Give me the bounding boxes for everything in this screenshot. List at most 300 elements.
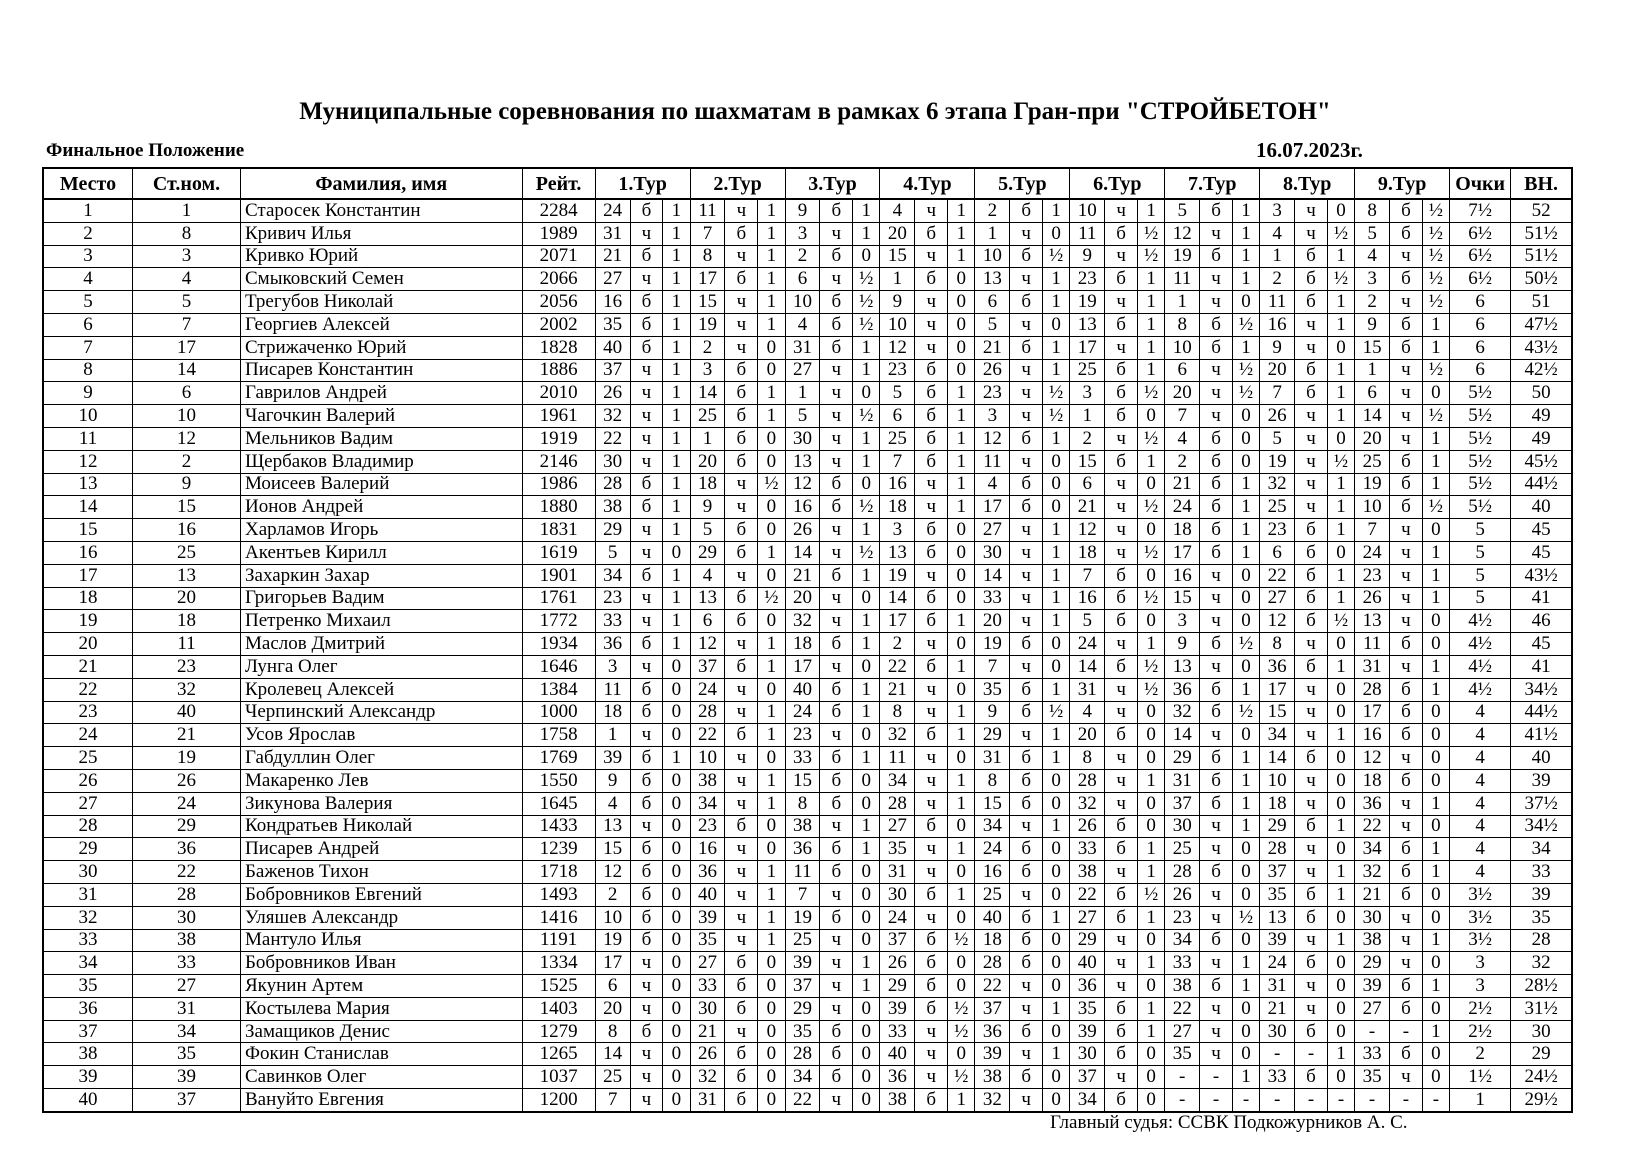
header-points: Очки — [1450, 168, 1511, 199]
result-cell: 1 — [663, 199, 690, 222]
result-cell: 0 — [1327, 997, 1354, 1020]
color-cell: ч — [1010, 564, 1043, 587]
tiebreak-cell: 45 — [1511, 519, 1572, 542]
player-name-cell: Харламов Игорь — [241, 519, 523, 542]
opponent-cell: 29 — [880, 975, 915, 998]
result-cell: ½ — [1043, 382, 1070, 405]
color-cell: ч — [1105, 199, 1138, 222]
chief-judge: Главный судья: ССВК Подкожурников А. С. — [1050, 1112, 1408, 1133]
opponent-cell: 1 — [975, 222, 1010, 245]
tiebreak-cell: 32 — [1511, 952, 1572, 975]
opponent-cell: 1 — [1355, 359, 1390, 382]
color-cell: ч — [820, 587, 853, 610]
opponent-cell: 29 — [1260, 815, 1295, 838]
header-round-9: 9.Тур — [1355, 168, 1450, 199]
start-number-cell: 11 — [132, 633, 240, 656]
result-cell: 0 — [948, 1043, 975, 1066]
table-row — [43, 633, 1572, 656]
color-cell: - — [1295, 1089, 1328, 1112]
color-cell: б — [630, 633, 663, 656]
result-cell: 0 — [1422, 701, 1449, 724]
points-cell: 4½ — [1450, 610, 1511, 633]
result-cell: 0 — [1327, 975, 1354, 998]
start-number-cell: 2 — [132, 450, 240, 473]
rating-cell: 2010 — [522, 382, 595, 405]
color-cell: ч — [915, 838, 948, 861]
opponent-cell: 18 — [1070, 541, 1105, 564]
color-cell: б — [1010, 336, 1043, 359]
color-cell: б — [915, 724, 948, 747]
color-cell: ч — [1200, 610, 1233, 633]
opponent-cell: 39 — [785, 952, 820, 975]
result-cell: 0 — [1422, 997, 1449, 1020]
opponent-cell: 36 — [1260, 655, 1295, 678]
result-cell: 0 — [1327, 541, 1354, 564]
color-cell: ч — [1105, 541, 1138, 564]
result-cell: 0 — [853, 792, 880, 815]
opponent-cell: 33 — [785, 747, 820, 770]
result-cell: ½ — [1327, 610, 1354, 633]
player-name-cell: Бобровников Иван — [241, 952, 523, 975]
result-cell: 0 — [758, 496, 785, 519]
result-cell: 0 — [1043, 861, 1070, 884]
opponent-cell: 6 — [880, 405, 915, 428]
result-cell: 0 — [758, 678, 785, 701]
result-cell: 1 — [1232, 268, 1259, 291]
opponent-cell: 17 — [785, 655, 820, 678]
opponent-cell: 30 — [1355, 906, 1390, 929]
rating-cell: 1934 — [522, 633, 595, 656]
result-cell: 0 — [948, 268, 975, 291]
place-cell: 28 — [43, 815, 132, 838]
color-cell: б — [1200, 792, 1233, 815]
result-cell: 1 — [663, 336, 690, 359]
color-cell: ч — [725, 769, 758, 792]
standings-body — [43, 199, 1572, 1112]
header-rating: Рейт. — [522, 168, 595, 199]
result-cell: 0 — [853, 906, 880, 929]
color-cell: б — [630, 838, 663, 861]
player-name-cell: Моисеев Валерий — [241, 473, 523, 496]
result-cell: 1 — [758, 792, 785, 815]
color-cell: б — [725, 1043, 758, 1066]
opponent-cell: 4 — [1260, 222, 1295, 245]
player-name-cell: Мантуло Илья — [241, 929, 523, 952]
player-name-cell: Кривко Юрий — [241, 245, 523, 268]
opponent-cell: 33 — [1260, 1066, 1295, 1089]
color-cell: ч — [1295, 792, 1328, 815]
color-cell: б — [1200, 929, 1233, 952]
result-cell: 1 — [853, 678, 880, 701]
opponent-cell: 36 — [1070, 975, 1105, 998]
opponent-cell: 40 — [880, 1043, 915, 1066]
color-cell: ч — [1295, 427, 1328, 450]
opponent-cell: 21 — [785, 564, 820, 587]
tiebreak-cell: 45 — [1511, 633, 1572, 656]
color-cell: ч — [1390, 952, 1423, 975]
start-number-cell: 34 — [132, 1020, 240, 1043]
opponent-cell: 27 — [785, 359, 820, 382]
result-cell: 1 — [1422, 861, 1449, 884]
opponent-cell: 16 — [785, 496, 820, 519]
color-cell: б — [1390, 975, 1423, 998]
player-name-cell: Писарев Константин — [241, 359, 523, 382]
result-cell: 1 — [1137, 336, 1164, 359]
color-cell: б — [630, 473, 663, 496]
result-cell: 0 — [1043, 929, 1070, 952]
result-cell: 1 — [663, 313, 690, 336]
opponent-cell: 34 — [1165, 929, 1200, 952]
color-cell: б — [1105, 587, 1138, 610]
opponent-cell: 20 — [595, 997, 630, 1020]
result-cell: 1 — [663, 382, 690, 405]
result-cell: 0 — [1327, 633, 1354, 656]
place-cell: 11 — [43, 427, 132, 450]
result-cell: 1 — [663, 633, 690, 656]
opponent-cell: 25 — [595, 1066, 630, 1089]
opponent-cell: 19 — [785, 906, 820, 929]
header-name: Фамилия, имя — [241, 168, 523, 199]
points-cell: 4 — [1450, 838, 1511, 861]
player-name-cell: Кривич Илья — [241, 222, 523, 245]
opponent-cell: 13 — [690, 587, 725, 610]
rating-cell: 1334 — [522, 952, 595, 975]
player-name-cell: Габдуллин Олег — [241, 747, 523, 770]
result-cell: ½ — [1422, 496, 1449, 519]
color-cell: б — [1010, 1066, 1043, 1089]
result-cell: 0 — [1137, 473, 1164, 496]
color-cell: б — [820, 861, 853, 884]
result-cell: 1 — [1232, 952, 1259, 975]
opponent-cell: 39 — [595, 747, 630, 770]
opponent-cell: 18 — [975, 929, 1010, 952]
opponent-cell: 19 — [690, 313, 725, 336]
opponent-cell: 8 — [1165, 313, 1200, 336]
result-cell: 0 — [1043, 1089, 1070, 1112]
opponent-cell: 25 — [1260, 496, 1295, 519]
result-cell: ½ — [853, 268, 880, 291]
result-cell: 0 — [948, 313, 975, 336]
result-cell: 1 — [758, 769, 785, 792]
color-cell: ч — [1200, 291, 1233, 314]
opponent-cell: 1 — [1165, 291, 1200, 314]
color-cell: - — [1295, 1043, 1328, 1066]
opponent-cell: 7 — [880, 450, 915, 473]
color-cell: б — [820, 1043, 853, 1066]
opponent-cell: 19 — [595, 929, 630, 952]
points-cell: 6 — [1450, 313, 1511, 336]
color-cell: ч — [1295, 405, 1328, 428]
start-number-cell: 13 — [132, 564, 240, 587]
opponent-cell: 16 — [1070, 587, 1105, 610]
color-cell: ч — [1010, 883, 1043, 906]
color-cell: б — [1295, 883, 1328, 906]
color-cell: ч — [1390, 1066, 1423, 1089]
start-number-cell: 24 — [132, 792, 240, 815]
opponent-cell: 19 — [1165, 245, 1200, 268]
color-cell: ч — [1390, 291, 1423, 314]
result-cell: 0 — [663, 1066, 690, 1089]
result-cell: 0 — [1232, 1043, 1259, 1066]
color-cell: б — [915, 519, 948, 542]
result-cell: 1 — [758, 268, 785, 291]
player-name-cell: Старосек Константин — [241, 199, 523, 222]
opponent-cell: 14 — [1070, 655, 1105, 678]
points-cell: 3½ — [1450, 929, 1511, 952]
result-cell: 1 — [1043, 678, 1070, 701]
color-cell: б — [915, 359, 948, 382]
opponent-cell: 36 — [1165, 678, 1200, 701]
rating-cell: 1769 — [522, 747, 595, 770]
tiebreak-cell: 41 — [1511, 655, 1572, 678]
opponent-cell: 18 — [690, 473, 725, 496]
opponent-cell: 8 — [1355, 199, 1390, 222]
result-cell: 0 — [1137, 1043, 1164, 1066]
color-cell: б — [1295, 564, 1328, 587]
player-name-cell: Лунга Олег — [241, 655, 523, 678]
opponent-cell: 25 — [975, 883, 1010, 906]
result-cell: 0 — [663, 678, 690, 701]
start-number-cell: 32 — [132, 678, 240, 701]
opponent-cell: 37 — [975, 997, 1010, 1020]
result-cell: 1 — [1043, 747, 1070, 770]
color-cell: б — [1390, 268, 1423, 291]
color-cell: ч — [725, 701, 758, 724]
start-number-cell: 6 — [132, 382, 240, 405]
result-cell: 1 — [1043, 906, 1070, 929]
color-cell: б — [915, 541, 948, 564]
result-cell: 0 — [1422, 747, 1449, 770]
opponent-cell: 30 — [690, 997, 725, 1020]
opponent-cell: 17 — [690, 268, 725, 291]
tiebreak-cell: 52 — [1511, 199, 1572, 222]
start-number-cell: 17 — [132, 336, 240, 359]
color-cell: ч — [1105, 792, 1138, 815]
result-cell: 0 — [1137, 405, 1164, 428]
color-cell: б — [725, 610, 758, 633]
table-row — [43, 1043, 1572, 1066]
result-cell: 1 — [853, 564, 880, 587]
opponent-cell: 13 — [785, 450, 820, 473]
opponent-cell: 38 — [1070, 861, 1105, 884]
header-tiebreak: ВН. — [1511, 168, 1572, 199]
place-cell: 15 — [43, 519, 132, 542]
result-cell: ½ — [853, 313, 880, 336]
result-cell: 0 — [948, 633, 975, 656]
opponent-cell: 36 — [880, 1066, 915, 1089]
opponent-cell: 13 — [1260, 906, 1295, 929]
opponent-cell: 17 — [1070, 336, 1105, 359]
place-cell: 16 — [43, 541, 132, 564]
color-cell: б — [630, 701, 663, 724]
result-cell: 1 — [853, 633, 880, 656]
opponent-cell: 38 — [1165, 975, 1200, 998]
opponent-cell: 12 — [785, 473, 820, 496]
opponent-cell: 23 — [595, 587, 630, 610]
color-cell: ч — [1200, 724, 1233, 747]
table-row — [43, 336, 1572, 359]
opponent-cell: 1 — [690, 427, 725, 450]
tiebreak-cell: 43½ — [1511, 564, 1572, 587]
color-cell: б — [1010, 906, 1043, 929]
color-cell: ч — [1390, 929, 1423, 952]
opponent-cell: 38 — [1355, 929, 1390, 952]
opponent-cell: 15 — [785, 769, 820, 792]
table-row — [43, 427, 1572, 450]
points-cell: 4 — [1450, 701, 1511, 724]
result-cell: 1 — [1137, 997, 1164, 1020]
opponent-cell: 8 — [690, 245, 725, 268]
start-number-cell: 37 — [132, 1089, 240, 1112]
color-cell: ч — [1200, 655, 1233, 678]
opponent-cell: 31 — [785, 336, 820, 359]
color-cell: ч — [1200, 952, 1233, 975]
result-cell: 1 — [948, 792, 975, 815]
header-round-4: 4.Тур — [880, 168, 975, 199]
result-cell: 1 — [1327, 587, 1354, 610]
opponent-cell: 12 — [595, 861, 630, 884]
result-cell: 1 — [853, 427, 880, 450]
table-row — [43, 245, 1572, 268]
color-cell: - — [1200, 1066, 1233, 1089]
opponent-cell: 1 — [595, 724, 630, 747]
color-cell: ч — [725, 336, 758, 359]
color-cell: ч — [915, 496, 948, 519]
color-cell: б — [1295, 519, 1328, 542]
rating-cell: 2002 — [522, 313, 595, 336]
result-cell: 0 — [1327, 1066, 1354, 1089]
result-cell: 0 — [948, 291, 975, 314]
result-cell: 1 — [758, 313, 785, 336]
color-cell: ч — [630, 427, 663, 450]
opponent-cell: 23 — [975, 382, 1010, 405]
opponent-cell: 12 — [690, 633, 725, 656]
opponent-cell: - — [1355, 1020, 1390, 1043]
opponent-cell: 40 — [1070, 952, 1105, 975]
color-cell: б — [1010, 473, 1043, 496]
result-cell: 0 — [1422, 952, 1449, 975]
opponent-cell: 1 — [785, 382, 820, 405]
opponent-cell: 19 — [975, 633, 1010, 656]
opponent-cell: 22 — [1355, 815, 1390, 838]
color-cell: б — [1390, 450, 1423, 473]
color-cell: б — [630, 906, 663, 929]
opponent-cell: 34 — [975, 815, 1010, 838]
color-cell: б — [1010, 701, 1043, 724]
result-cell: 1 — [948, 769, 975, 792]
tiebreak-cell: 51½ — [1511, 222, 1572, 245]
color-cell: ч — [725, 473, 758, 496]
opponent-cell: - — [1260, 1089, 1295, 1112]
start-number-cell: 18 — [132, 610, 240, 633]
opponent-cell: 36 — [1355, 792, 1390, 815]
color-cell: б — [820, 564, 853, 587]
place-cell: 34 — [43, 952, 132, 975]
color-cell: ч — [1200, 587, 1233, 610]
color-cell: ч — [1010, 1089, 1043, 1112]
result-cell: 1 — [948, 496, 975, 519]
result-cell: 0 — [1232, 883, 1259, 906]
result-cell: 0 — [663, 655, 690, 678]
result-cell: 0 — [1232, 587, 1259, 610]
result-cell: 0 — [1232, 427, 1259, 450]
header-round-7: 7.Тур — [1165, 168, 1260, 199]
tiebreak-cell: 51½ — [1511, 245, 1572, 268]
result-cell: 0 — [663, 975, 690, 998]
color-cell: б — [1200, 975, 1233, 998]
color-cell: б — [1200, 769, 1233, 792]
opponent-cell: 15 — [595, 838, 630, 861]
result-cell: 0 — [1137, 975, 1164, 998]
result-cell: 1 — [948, 655, 975, 678]
color-cell: ч — [1010, 268, 1043, 291]
color-cell: ч — [1390, 427, 1423, 450]
tiebreak-cell: 34 — [1511, 838, 1572, 861]
result-cell: 1 — [1327, 291, 1354, 314]
place-cell: 33 — [43, 929, 132, 952]
result-cell: 0 — [1232, 655, 1259, 678]
color-cell: б — [1295, 815, 1328, 838]
result-cell: 1 — [1137, 906, 1164, 929]
result-cell: 1 — [1327, 496, 1354, 519]
result-cell: 0 — [1137, 815, 1164, 838]
opponent-cell: 13 — [880, 541, 915, 564]
color-cell: ч — [725, 291, 758, 314]
points-cell: 1 — [1450, 1089, 1511, 1112]
table-row — [43, 587, 1572, 610]
opponent-cell: 5 — [975, 313, 1010, 336]
result-cell: 0 — [1043, 313, 1070, 336]
opponent-cell: 4 — [690, 564, 725, 587]
opponent-cell: 26 — [880, 952, 915, 975]
result-cell: 1 — [758, 861, 785, 884]
color-cell: б — [820, 473, 853, 496]
opponent-cell: 10 — [1165, 336, 1200, 359]
tiebreak-cell: 50½ — [1511, 268, 1572, 291]
color-cell: б — [1010, 633, 1043, 656]
color-cell: ч — [630, 610, 663, 633]
color-cell: б — [1105, 313, 1138, 336]
color-cell: ч — [1295, 769, 1328, 792]
color-cell: б — [1010, 838, 1043, 861]
color-cell: ч — [630, 587, 663, 610]
opponent-cell: 25 — [1355, 450, 1390, 473]
opponent-cell: 1 — [1260, 245, 1295, 268]
result-cell: 1 — [1327, 245, 1354, 268]
place-cell: 24 — [43, 724, 132, 747]
opponent-cell: 33 — [1070, 838, 1105, 861]
color-cell: ч — [1105, 929, 1138, 952]
opponent-cell: 36 — [690, 861, 725, 884]
color-cell: ч — [630, 519, 663, 542]
result-cell: 1 — [853, 359, 880, 382]
result-cell: ½ — [1137, 655, 1164, 678]
place-cell: 38 — [43, 1043, 132, 1066]
color-cell: б — [1295, 1066, 1328, 1089]
color-cell: б — [1390, 199, 1423, 222]
opponent-cell: 12 — [880, 336, 915, 359]
result-cell: ½ — [948, 929, 975, 952]
opponent-cell: 26 — [595, 382, 630, 405]
result-cell: ½ — [1232, 633, 1259, 656]
opponent-cell: 31 — [1165, 769, 1200, 792]
opponent-cell: 37 — [690, 655, 725, 678]
opponent-cell: 13 — [1355, 610, 1390, 633]
opponent-cell: 10 — [690, 747, 725, 770]
tiebreak-cell: 45½ — [1511, 450, 1572, 473]
table-row — [43, 450, 1572, 473]
opponent-cell: 20 — [1165, 382, 1200, 405]
